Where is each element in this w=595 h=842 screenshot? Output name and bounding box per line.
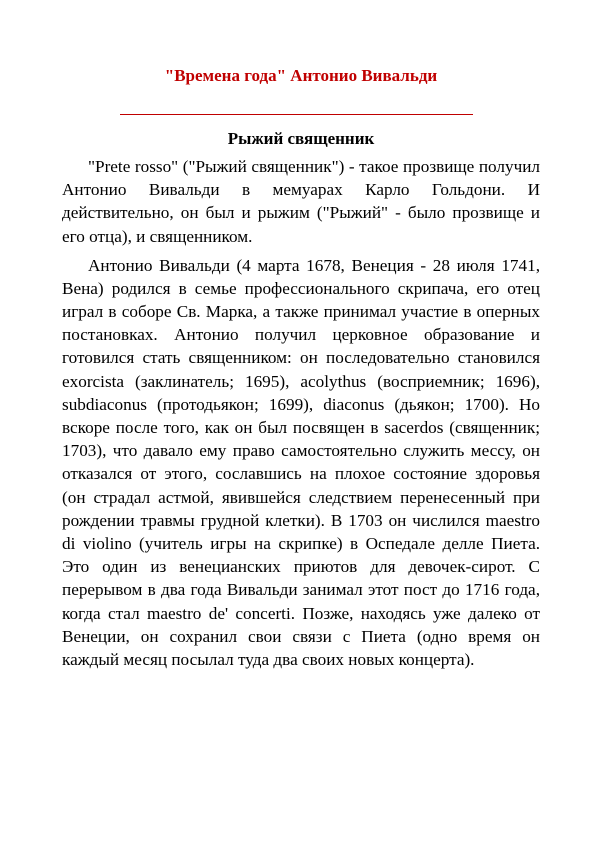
paragraph: "Prete rosso" ("Рыжий священник") - такое прозвище получил Антонио Вивальди в мемуарах Карло Гольдони. И действительно, он был и рыжим ("Рыжий" - было прозвище и его отца), и священником. <box>62 157 540 246</box>
body-text <box>62 155 540 677</box>
title-underline-rule <box>120 114 473 115</box>
paragraph: Антонио Вивальди (4 марта 1678, Венеция - 28 июля 1741, Вена) родился в семье профессионального скрипача, его отец играл в соборе Св. Марка, а также принимал участие в оперных постановках. Антонио получил церковное образование и готовился стать священником: он последовательно становился exorcista (заклинатель; 1695), acolythus (восприемник; 1696), subdiaconus (протодьякон; 1699), diaconus (дьякон; 1700). Но вскоре после того, как он был посвящен в sacerdos (священник; 1703), что давало ему право самостоятельно служить мессу, он отказался от этого, сославшись на плохое состояние здоровья (он страдал астмой, явившейся следствием перенесенный при рождении травмы грудной клетки). В 1703 он числился maestro di violino (учитель игры на скрипке) в Оспедале делле Пиета. Это один из венецианских приютов для девочек-сирот. С перерывом в два года Вивальди занимал этот пост до 1716 года, когда стал maestro de' concerti. Позже, находясь уже далеко от Венеции, он сохранил свои связи с Пиета (одно время он каждый месяц посылал туда два своих новых концерта). <box>62 255 540 670</box>
section-heading: Рыжий священник <box>227 129 375 148</box>
document-title: "Времена года" Антонио Вивальди <box>164 66 438 85</box>
